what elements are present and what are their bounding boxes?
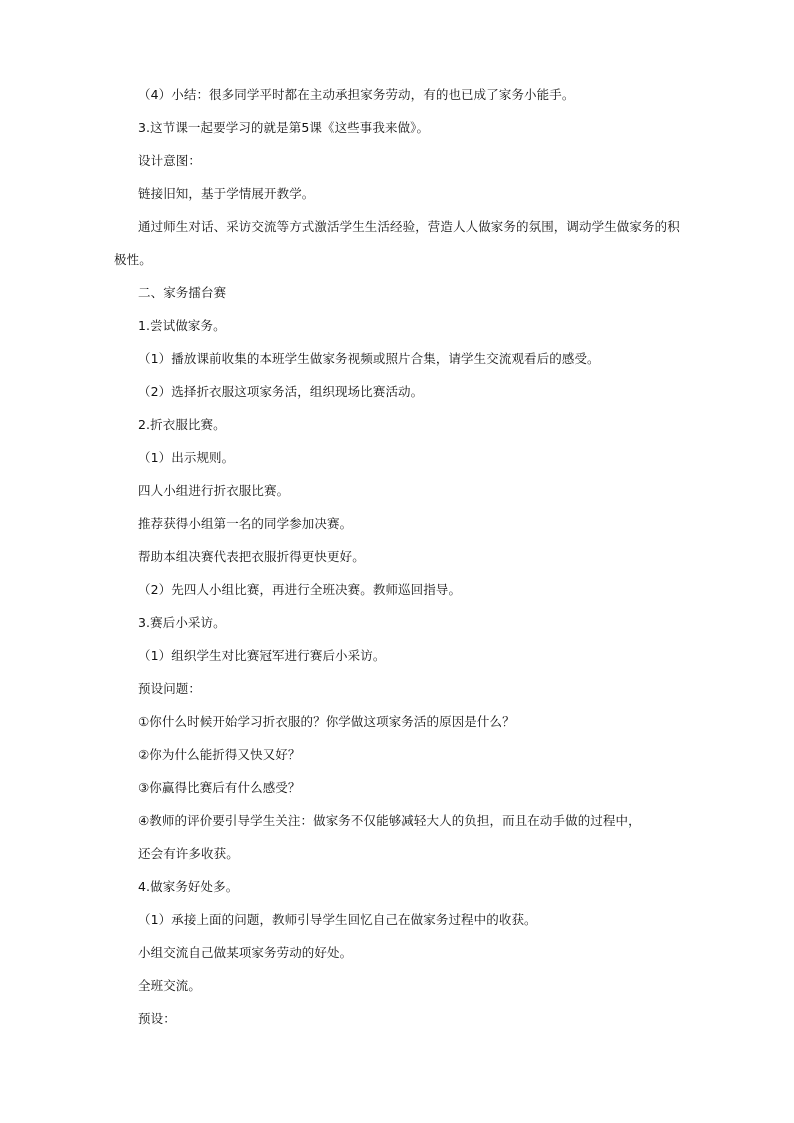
sub-item-recall-gains: （1）承接上面的问题，教师引导学生回忆自己在做家务过程中的收获。 [138,912,537,927]
heading-design-intent: 设计意图： [138,153,202,168]
sub-item-show-rules: （1）出示规则。 [138,450,235,465]
paragraph-summary: （4）小结：很多同学平时都在主动承担家务劳动，有的也已成了家务小能手。 [138,87,575,102]
rule-recommend-winner: 推荐获得小组第一名的同学参加决赛。 [138,516,353,531]
question-4: ④教师的评价要引导学生关注：做家务不仅能够减轻大人的负担，而且在动手做的过程中， [138,813,641,828]
sub-item-choose-folding: （2）选择折衣服这项家务活，组织现场比赛活动。 [138,384,424,399]
paragraph-link-knowledge: 链接旧知，基于学情展开教学。 [138,186,315,201]
paragraph-class-share: 全班交流。 [138,978,202,993]
heading-preset-questions: 预设问题： [138,681,202,696]
item-try-housework: 1.尝试做家务。 [138,318,226,333]
item-folding-contest: 2.折衣服比赛。 [138,417,226,432]
sub-item-group-then-final: （2）先四人小组比赛，再进行全班决赛。教师巡回指导。 [138,582,462,597]
rule-help-representative: 帮助本组决赛代表把衣服折得更快更好。 [138,549,365,564]
paragraph-dialogue-cont: 极性。 [114,252,152,267]
heading-preset: 预设： [138,1011,176,1026]
item-post-contest-interview: 3.赛后小采访。 [138,615,226,630]
question-4-cont: 还会有许多收获。 [138,846,239,861]
question-1: ①你什么时候开始学习折衣服的？你学做这项家务活的原因是什么？ [138,714,515,729]
sub-item-interview-champion: （1）组织学生对比赛冠军进行赛后小采访。 [138,648,386,663]
paragraph-group-share: 小组交流自己做某项家务劳动的好处。 [138,945,353,960]
paragraph-dialogue: 通过师生对话、采访交流等方式激活学生生活经验，营造人人做家务的氛围，调动学生做家务的积 [138,219,680,234]
question-3: ③你赢得比赛后有什么感受？ [138,780,301,795]
sub-item-play-video: （1）播放课前收集的本班学生做家务视频或照片合集，请学生交流观看后的感受。 [138,351,600,366]
paragraph-lesson-intro: 3.这节课一起要学习的就是第5课《这些事我来做》。 [138,120,430,135]
section-heading-contest: 二、家务擂台赛 [138,285,227,300]
item-benefits: 4.做家务好处多。 [138,879,239,894]
rule-group-contest: 四人小组进行折衣服比赛。 [138,483,290,498]
question-2: ②你为什么能折得又快又好？ [138,747,301,762]
